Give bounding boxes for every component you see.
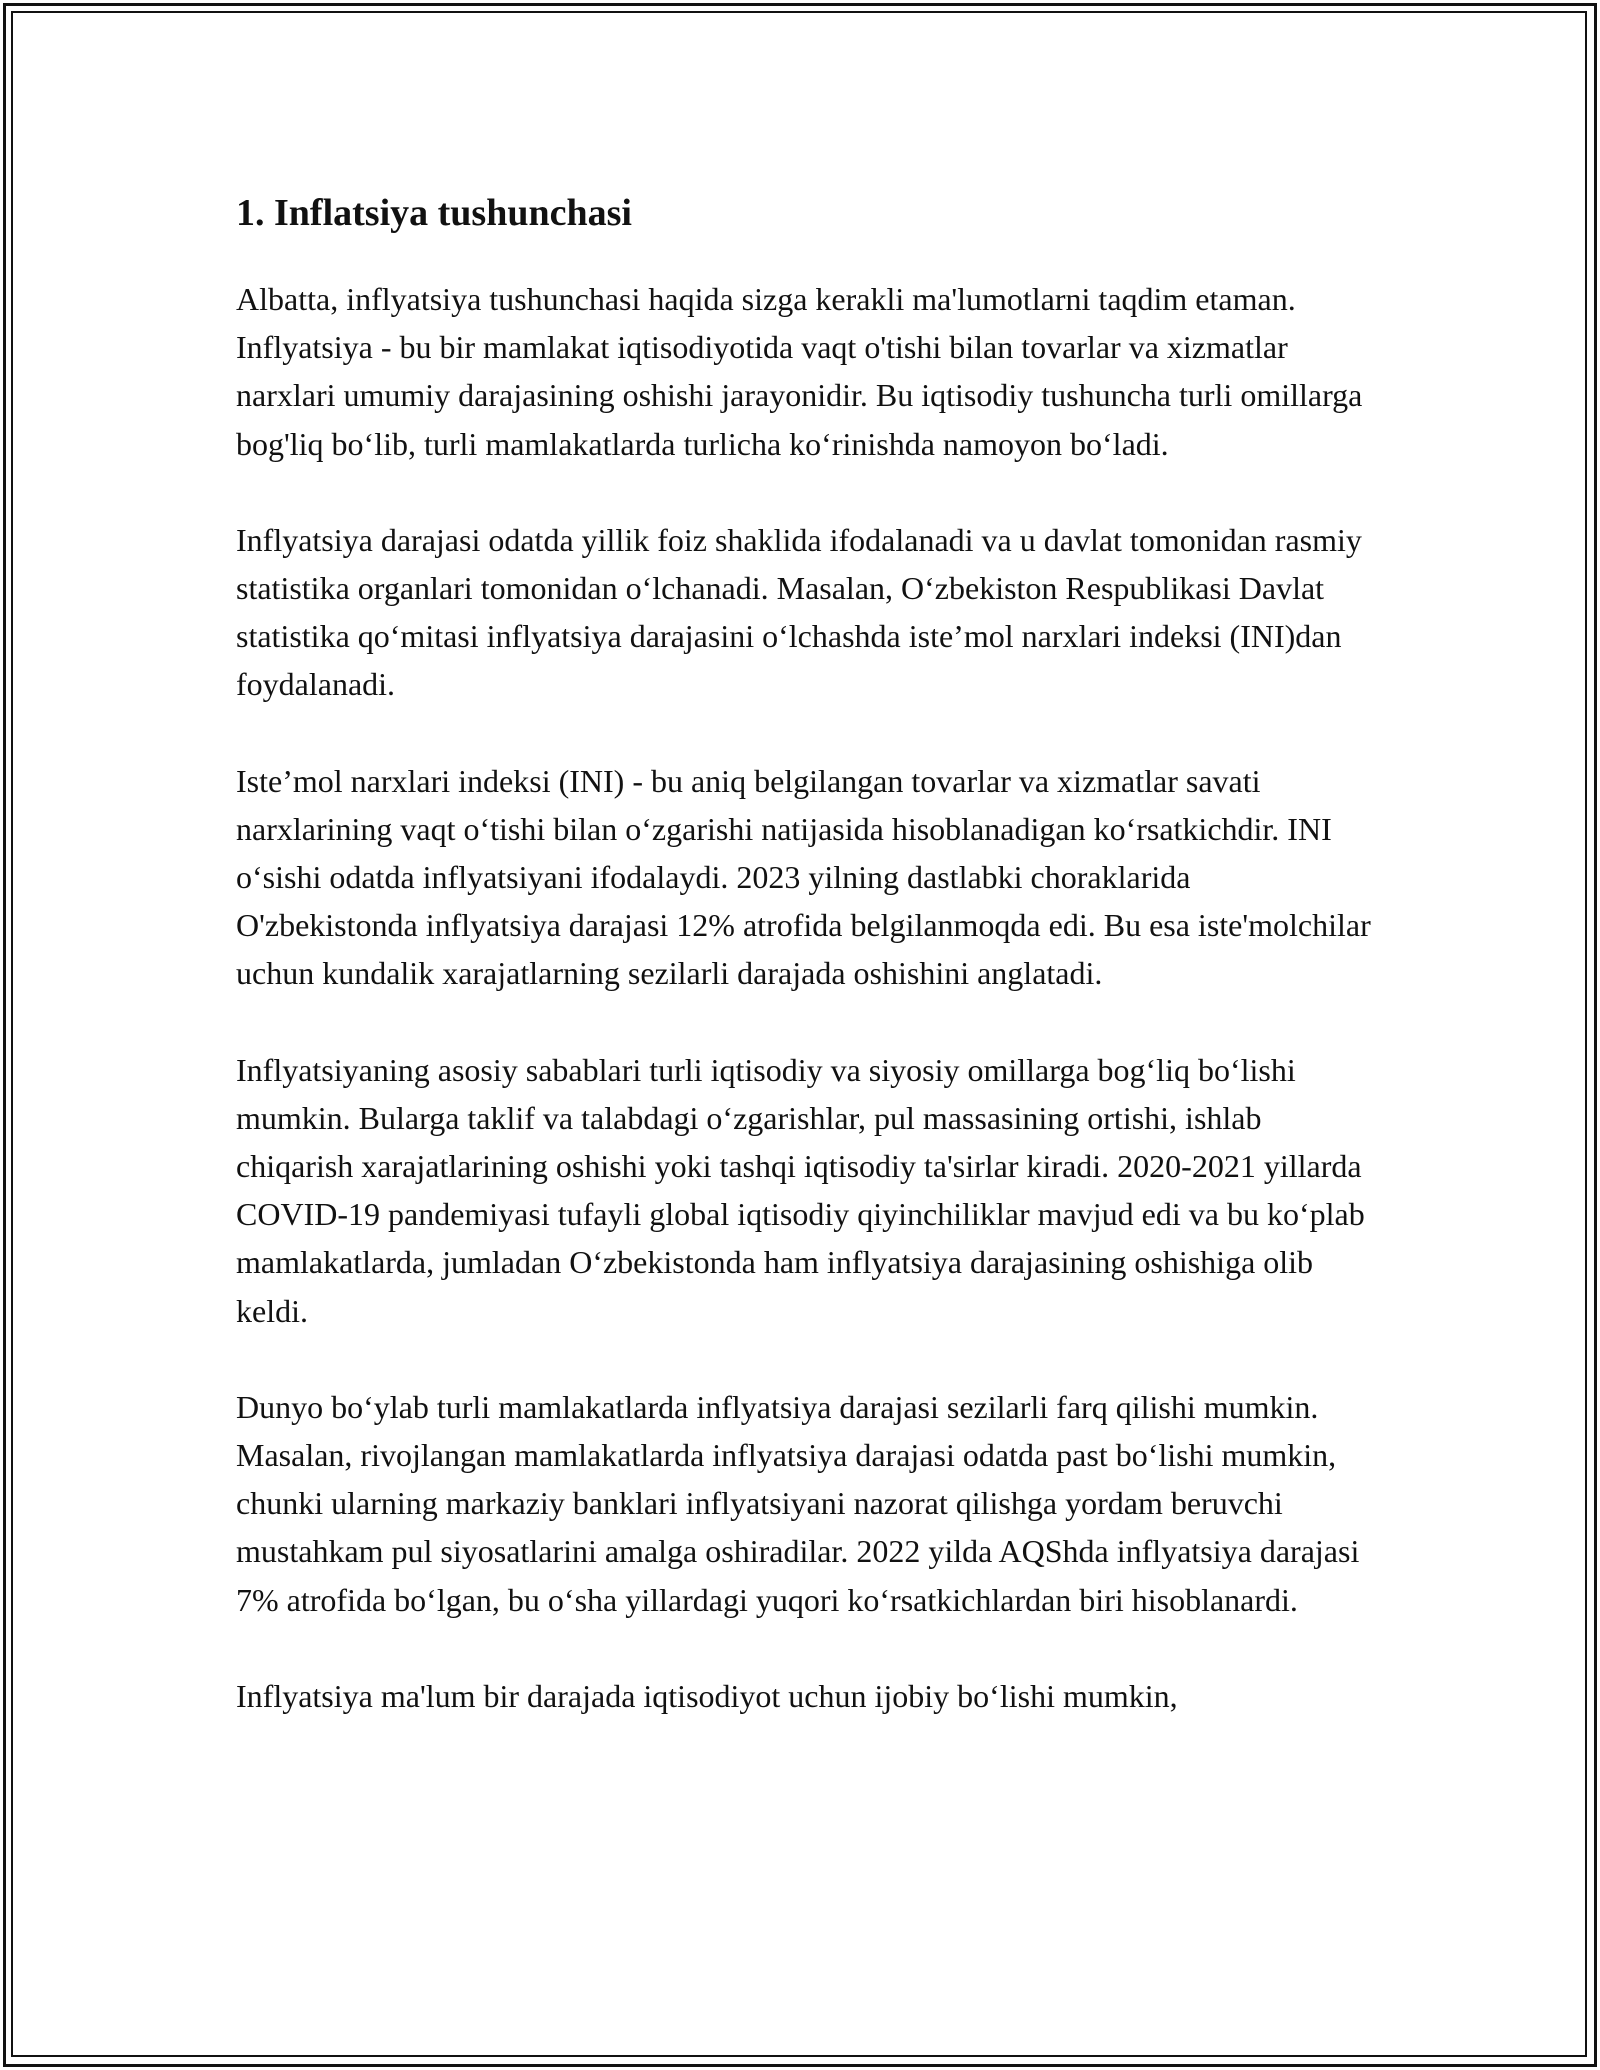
- paragraph-positive-effect: Inflyatsiya ma'lum bir darajada iqtisodiyot uchun ijobiy bo‘lishi mumkin,: [236, 1677, 1178, 1714]
- paragraph-definition: Albatta, inflyatsiya tushunchasi haqida sizga kerakli ma'lumotlarni taqdim etaman. Inflyatsiya - bu bir mamlakat iqtisodiyotida vaqt o'tishi bilan tovarlar va xizmatlar narxlari umumiy darajasining oshishi jarayonidir. Bu iqtisodiy tushuncha turli omillarga bog'liq bo‘lib, turli mamlakatlarda turlicha ko‘rinishda namoyon bo‘ladi.: [236, 281, 1363, 462]
- paragraph-world-comparison: Dunyo bo‘ylab turli mamlakatlarda inflyatsiya darajasi sezilarli farq qilishi mumkin. Masalan, rivojlangan mamlakatlarda inflyatsiya darajasi odatda past bo‘lishi mumkin, chunki ularning markaziy banklari inflyatsiyani nazorat qilishga yordam beruvchi mustahkam pul siyosatlarini amalga oshiradilar. 2022 yilda AQShda inflyatsiya darajasi 7% atrofida bo‘lgan, bu o‘sha yillardagi yuqori ko‘rsatkichlardan biri hisoblanardi.: [236, 1388, 1360, 1618]
- section-heading: 1. Inflatsiya tushunchasi: [236, 192, 632, 234]
- document-body: [236, 183, 1376, 1768]
- paragraph-cpi: Iste’mol narxlari indeksi (INI) - bu aniq belgilangan tovarlar va xizmatlar savati narxlarining vaqt o‘tishi bilan o‘zgarishi natijasida hisoblanadigan ko‘rsatkichdir. INI o‘sishi odatda inflyatsiyani ifodalaydi. 2023 yilning dastlabki choraklarida O'zbekistonda inflyatsiya darajasi 12% atrofida belgilanmoqda edi. Bu esa iste'molchilar uchun kundalik xarajatlarning sezilarli darajada oshishini anglatadi.: [236, 762, 1371, 992]
- paragraph-measurement: Inflyatsiya darajasi odatda yillik foiz shaklida ifodalanadi va u davlat tomonidan rasmiy statistika organlari tomonidan o‘lchanadi. Masalan, O‘zbekiston Respublikasi Davlat statistika qo‘mitasi inflyatsiya darajasini o‘lchashda iste’mol narxlari indeksi (INI)dan foydalanadi.: [236, 521, 1362, 703]
- paragraph-causes: Inflyatsiyaning asosiy sabablari turli iqtisodiy va siyosiy omillarga bog‘liq bo‘lishi mumkin. Bularga taklif va talabdagi o‘zgarishlar, pul massasining ortishi, ishlab chiqarish xarajatlarining oshishi yoki tashqi iqtisodiy ta'sirlar kiradi. 2020-2021 yillarda COVID-19 pandemiyasi tufayli global iqtisodiy qiyinchiliklar mavjud edi va bu ko‘plab mamlakatlarda, jumladan O‘zbekistonda ham inflyatsiya darajasining oshishiga olib keldi.: [236, 1051, 1365, 1329]
